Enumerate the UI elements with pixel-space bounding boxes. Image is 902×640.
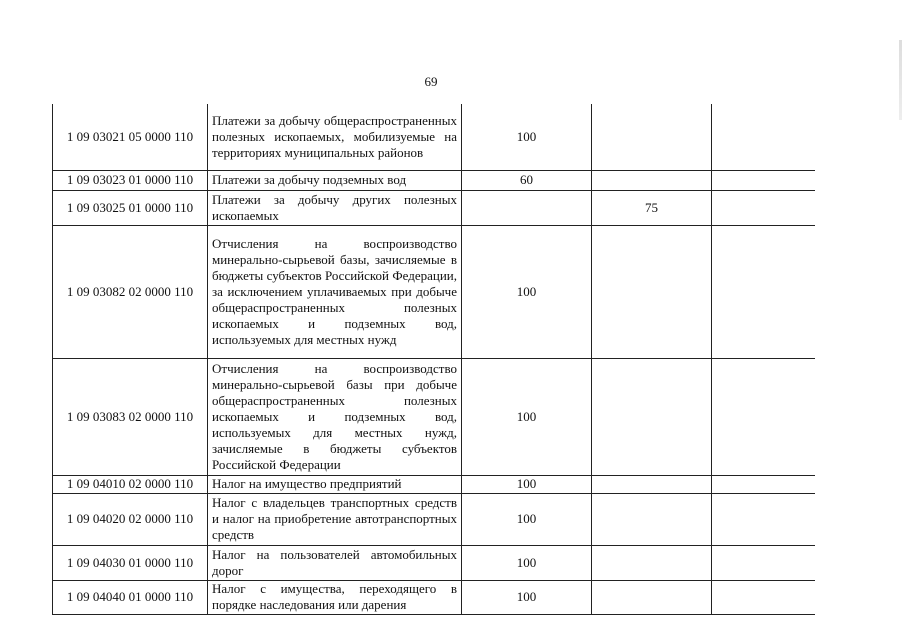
table-row (53, 190, 815, 225)
value-cell: 100 (462, 225, 592, 358)
value-cell (592, 580, 712, 614)
value-cell (592, 170, 712, 190)
table-row (53, 170, 815, 190)
revenue-code: 1 09 03083 02 0000 110 (53, 358, 208, 475)
value-cell (712, 493, 815, 545)
table-row (53, 104, 815, 170)
value-cell (712, 358, 815, 475)
revenue-code: 1 09 04030 01 0000 110 (53, 545, 208, 580)
value-cell: 60 (462, 170, 592, 190)
value-cell (712, 225, 815, 358)
page-number: 69 (424, 74, 438, 89)
revenue-distribution-table (52, 104, 815, 615)
revenue-code: 1 09 03021 05 0000 110 (53, 104, 208, 170)
table-row (53, 225, 815, 358)
value-cell (462, 190, 592, 225)
table-row (53, 493, 815, 545)
value-cell: 100 (462, 545, 592, 580)
value-cell: 100 (462, 493, 592, 545)
revenue-code: 1 09 03023 01 0000 110 (53, 170, 208, 190)
value-cell (592, 475, 712, 493)
value-cell (712, 545, 815, 580)
revenue-code: 1 09 04020 02 0000 110 (53, 493, 208, 545)
revenue-name: Налог на пользователей автомобильных дорог (208, 545, 462, 580)
value-cell (592, 493, 712, 545)
value-cell (712, 475, 815, 493)
value-cell (592, 225, 712, 358)
value-cell (712, 104, 815, 170)
revenue-code: 1 09 04010 02 0000 110 (53, 475, 208, 493)
revenue-name: Платежи за добычу других полезных ископаемых (208, 190, 462, 225)
revenue-code: 1 09 03025 01 0000 110 (53, 190, 208, 225)
revenue-name: Отчисления на воспроизводство минерально-сырьевой базы, зачисляемые в бюджеты субъектов Российской Федерации, за исключением уплачиваемых при добыче общераспространенных полезных ископаемых и подземных вод, используемых для местных нужд (208, 225, 462, 358)
table-row (53, 580, 815, 614)
revenue-name: Налог с имущества, переходящего в порядке наследования или дарения (208, 580, 462, 614)
revenue-code: 1 09 03082 02 0000 110 (53, 225, 208, 358)
revenue-name: Платежи за добычу подземных вод (208, 170, 462, 190)
value-cell (592, 545, 712, 580)
value-cell: 100 (462, 475, 592, 493)
revenue-name: Налог на имущество предприятий (208, 475, 462, 493)
value-cell: 75 (592, 190, 712, 225)
revenue-name: Платежи за добычу общераспространенных полезных ископаемых, мобилизуемые на территориях муниципальных районов (208, 104, 462, 170)
table-row (53, 358, 815, 475)
table-row (53, 545, 815, 580)
value-cell: 100 (462, 580, 592, 614)
value-cell: 100 (462, 358, 592, 475)
value-cell (712, 170, 815, 190)
value-cell (712, 190, 815, 225)
revenue-code: 1 09 04040 01 0000 110 (53, 580, 208, 614)
revenue-name: Отчисления на воспроизводство минерально-сырьевой базы при добыче общераспространенных полезных ископаемых и подземных вод, используемых для местных нужд, зачисляемые в бюджеты субъектов Российской Федерации (208, 358, 462, 475)
value-cell (712, 580, 815, 614)
value-cell (592, 358, 712, 475)
revenue-name: Налог с владельцев транспортных средств и налог на приобретение автотранспортных средств (208, 493, 462, 545)
value-cell (592, 104, 712, 170)
table-row (53, 475, 815, 493)
value-cell: 100 (462, 104, 592, 170)
